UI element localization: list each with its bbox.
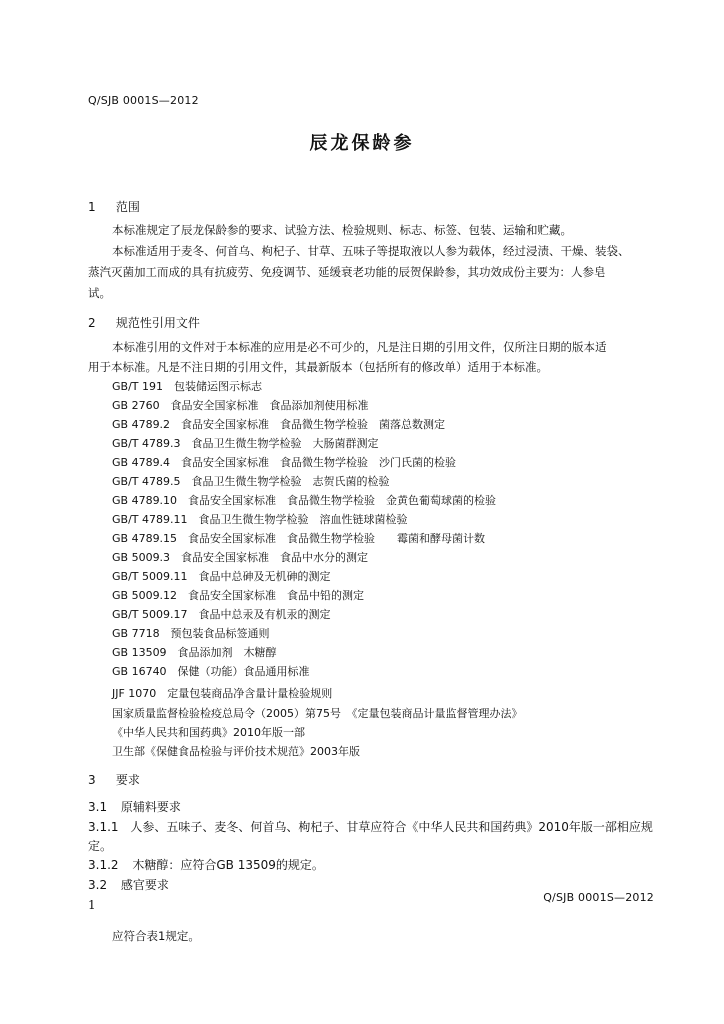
section-3-1-heading — [88, 798, 181, 815]
section-3-1-2-text: 木糖醇：应符合GB 13509的规定。 — [132, 858, 324, 872]
section-1-para-2-line-2: 蒸汽灭菌加工而成的具有抗疲劳、免疫调节、延缓衰老功能的辰贺保龄参，其功效成份主要为：人参皂 — [88, 265, 606, 279]
section-3-1-2-number: 3.1.2 — [88, 858, 119, 872]
reference-item: GB 4789.4 食品安全国家标准 食品微生物学检验 沙门氏菌的检验 — [112, 456, 457, 469]
reference-item: GB/T 191 包装储运图示标志 — [112, 380, 262, 393]
section-2-heading — [88, 314, 200, 331]
page-title: 辰龙保龄参 — [309, 133, 415, 154]
footer-code: Q/SJB 0001S—2012 — [543, 891, 654, 904]
reference-item: 卫生部《保健食品检验与评价技术规范》2003年版 — [112, 745, 360, 758]
reference-item: GB/T 4789.11 食品卫生微生物学检验 溶血性链球菌检验 — [112, 513, 408, 526]
section-3-title: 要求 — [115, 773, 140, 787]
continuation-line: 应符合表1规定。 — [112, 929, 200, 943]
section-3-1-1-text: 人参、五味子、麦冬、何首乌、枸杞子、甘草应符合《中华人民共和国药典》2010年版一部相应规 — [130, 820, 653, 834]
section-3-heading — [88, 771, 140, 788]
reference-item: 《中华人民共和国药典》2010年版一部 — [112, 726, 305, 739]
reference-item: 国家质量监督检验检疫总局令（2005）第75号 《定量包装商品计量监督管理办法》 — [112, 707, 523, 720]
section-3-1-title: 原辅料要求 — [120, 800, 181, 814]
section-3-1-number: 3.1 — [88, 800, 108, 814]
reference-item: JJF 1070 定量包装商品净含量计量检验规则 — [112, 687, 333, 700]
reference-item: GB/T 4789.3 食品卫生微生物学检验 大肠菌群测定 — [112, 437, 379, 450]
section-3-2-heading — [88, 876, 169, 893]
reference-item: GB 4789.15 食品安全国家标准 食品微生物学检验 霉菌和酵母菌计数 — [112, 532, 486, 545]
section-2-title: 规范性引用文件 — [115, 316, 200, 330]
section-3-2-number: 3.2 — [88, 878, 108, 892]
header-code: Q/SJB 0001S—2012 — [88, 94, 199, 107]
section-2-para-line-2: 用于本标准。凡是不注日期的引用文件，其最新版本（包括所有的修改单）适用于本标准。 — [88, 360, 548, 374]
reference-item: GB 7718 预包装食品标签通则 — [112, 627, 270, 640]
reference-item: GB 4789.10 食品安全国家标准 食品微生物学检验 金黄色葡萄球菌的检验 — [112, 494, 497, 507]
section-3-1-1-line-1 — [88, 818, 653, 835]
section-3-1-1-number: 3.1.1 — [88, 820, 119, 834]
section-1-title: 范围 — [115, 200, 140, 214]
reference-item: GB 13509 食品添加剂 木糖醇 — [112, 646, 277, 659]
section-3-number: 3 — [88, 773, 96, 787]
section-1-para-1: 本标准规定了辰龙保龄参的要求、试验方法、检验规则、标志、标签、包装、运输和贮藏。 — [112, 223, 572, 237]
reference-item: GB/T 5009.11 食品中总砷及无机砷的测定 — [112, 570, 331, 583]
reference-item: GB/T 4789.5 食品卫生微生物学检验 志贺氏菌的检验 — [112, 475, 390, 488]
section-2-para-line-1: 本标准引用的文件对于本标准的应用是必不可少的，凡是注日期的引用文件，仅所注日期的版本适 — [112, 340, 607, 354]
section-1-heading — [88, 198, 140, 215]
reference-item: GB 5009.12 食品安全国家标准 食品中铅的测定 — [112, 589, 365, 602]
reference-item: GB 2760 食品安全国家标准 食品添加剂使用标准 — [112, 399, 369, 412]
section-1-para-2-line-1: 本标准适用于麦冬、何首乌、枸杞子、甘草、五味子等提取液以人参为载体，经过浸渍、干燥、装袋、 — [112, 244, 630, 258]
reference-item: GB 4789.2 食品安全国家标准 食品微生物学检验 菌落总数测定 — [112, 418, 446, 431]
section-2-number: 2 — [88, 316, 96, 330]
reference-item: GB 16740 保健（功能）食品通用标准 — [112, 665, 310, 678]
reference-item: GB/T 5009.17 食品中总汞及有机汞的测定 — [112, 608, 331, 621]
section-3-2-title: 感官要求 — [120, 878, 169, 892]
section-3-1-2 — [88, 856, 324, 873]
page-number: 1 — [88, 898, 96, 912]
section-1-para-2-line-3: 试。 — [88, 286, 111, 300]
reference-item: GB 5009.3 食品安全国家标准 食品中水分的测定 — [112, 551, 369, 564]
section-1-number: 1 — [88, 200, 96, 214]
section-3-1-1-line-2: 定。 — [88, 839, 113, 853]
